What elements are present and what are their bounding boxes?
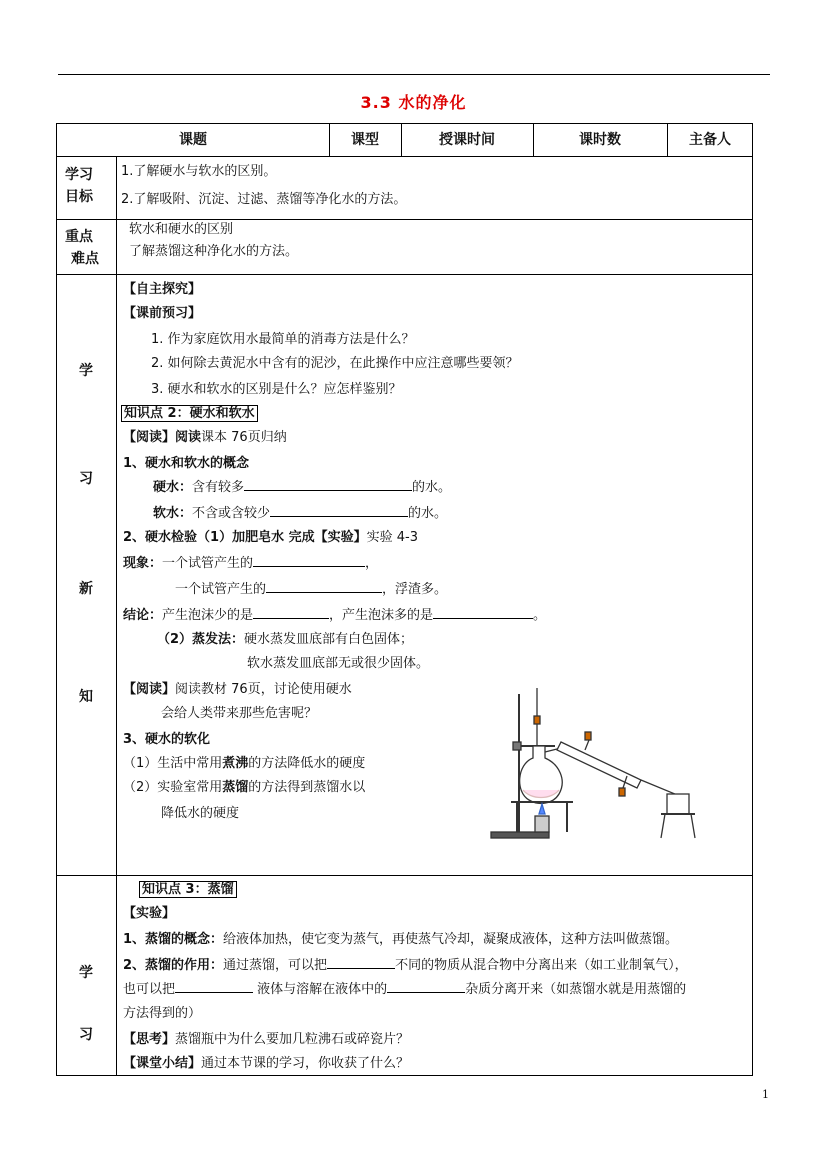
header-type: 课型 — [351, 132, 379, 148]
preview-question: 1. 作为家庭饮用水最简单的消毒方法是什么？ — [151, 332, 415, 347]
distillation-concept: 1、蒸馏的概念：给液体加热，使它变为蒸气，再使蒸气冷却，凝聚成液体，这种方法叫做蒸馏。 — [123, 932, 679, 947]
self-explore-heading: 【自主探究】 — [123, 282, 202, 297]
blank[interactable] — [175, 978, 253, 993]
distillation-role: 2、蒸馏的作用：通过蒸馏，可以把 不同的物质从混合物中分离出来（如工业制氧气）， — [123, 954, 688, 978]
phenomenon-line: 现象：一个试管产生的 ， — [123, 552, 378, 576]
softening-line: （2）实验室常用蒸馏的方法得到蒸馏水以 — [123, 780, 366, 795]
preview-question: 3. 硬水和软水的区别是什么？应怎样鉴别？ — [151, 382, 402, 397]
section-label-char: 知 — [79, 689, 93, 705]
row-divider — [57, 156, 752, 157]
keypoint-line: 了解蒸馏这种净化水的方法。 — [129, 244, 299, 259]
distillation-apparatus-image — [489, 684, 701, 844]
header-hours: 课时数 — [579, 132, 621, 148]
hard-water-line: 硬水：含有较多 的水。 — [153, 476, 451, 500]
page-title: 3.3 水的净化 — [360, 93, 467, 112]
keypoint-line: 软水和硬水的区别 — [129, 222, 234, 237]
row-divider — [57, 274, 752, 275]
header-author: 主备人 — [689, 132, 731, 148]
objectives-label: 学习 目标 — [65, 167, 93, 205]
objective-item: 1.了解硬水与软水的区别。 — [121, 164, 277, 179]
knowledge-point-2: 知识点 2：硬水和软水 — [121, 402, 258, 426]
evaporation-line: （2）蒸发法：硬水蒸发皿底部有白色固体； — [157, 632, 414, 647]
lesson-table — [56, 123, 753, 1076]
section-label-char: 习 — [79, 1027, 93, 1043]
read2-line: 会给人类带来那些危害呢？ — [161, 706, 318, 721]
blank[interactable] — [327, 954, 395, 969]
top-rule — [58, 74, 770, 75]
experiment-heading: 【实验】 — [123, 906, 176, 921]
label-col-divider — [116, 156, 117, 1076]
distillation-role: 方法得到的） — [123, 1006, 202, 1021]
phenomenon-line: 一个试管产生的 ，浮渣多。 — [175, 578, 447, 602]
section-label-char: 新 — [79, 581, 93, 597]
header-topic: 课题 — [179, 132, 207, 148]
evaporation-line: 软水蒸发皿底部无或很少固体。 — [247, 656, 430, 671]
softening-line: （1）生活中常用煮沸的方法降低水的硬度 — [123, 756, 366, 771]
think-line: 【思考】蒸馏瓶中为什么要加几粒沸石或碎瓷片？ — [123, 1032, 410, 1047]
summary-line: 【课堂小结】通过本节课的学习，你收获了什么？ — [123, 1056, 410, 1071]
concept-heading: 1、硬水和软水的概念 — [123, 456, 250, 471]
read-line: 【阅读】阅读课本 76页归纳 — [123, 430, 287, 445]
blank[interactable] — [253, 552, 365, 567]
blank[interactable] — [433, 604, 533, 619]
distillation-role: 也可以把 液体与溶解在液体中的 杂质分离开来（如蒸馏水就是用蒸馏的 — [123, 978, 686, 1002]
softening-heading: 3、硬水的软化 — [123, 732, 211, 747]
test-heading: 2、硬水检验（1）加肥皂水 完成【实验】实验 4-3 — [123, 530, 418, 545]
preview-heading: 【课前预习】 — [123, 306, 202, 321]
section-label-char: 习 — [79, 471, 93, 487]
soft-water-line: 软水：不含或含较少 的水。 — [153, 502, 447, 526]
blank[interactable] — [266, 578, 382, 593]
blank[interactable] — [387, 978, 465, 993]
blank[interactable] — [244, 476, 412, 491]
preview-question: 2. 如何除去黄泥水中含有的泥沙，在此操作中应注意哪些要领？ — [151, 356, 519, 371]
conclusion-line: 结论：产生泡沫少的是 ，产生泡沫多的是 。 — [123, 604, 546, 628]
keypoints-label: 重点 难点 — [65, 229, 99, 267]
blank[interactable] — [253, 604, 329, 619]
blank[interactable] — [270, 502, 408, 517]
page-number: 1 — [762, 1088, 769, 1101]
knowledge-point-3: 知识点 3：蒸馏 — [139, 878, 237, 902]
softening-line: 降低水的硬度 — [161, 806, 240, 821]
section-label-char: 学 — [79, 363, 93, 379]
section-label-char: 学 — [79, 965, 93, 981]
header-time: 授课时间 — [439, 132, 495, 148]
objective-item: 2.了解吸附、沉淀、过滤、蒸馏等净化水的方法。 — [121, 192, 407, 207]
read2-line: 【阅读】阅读教材 76页，讨论使用硬水 — [123, 682, 352, 697]
row-divider — [57, 875, 752, 876]
